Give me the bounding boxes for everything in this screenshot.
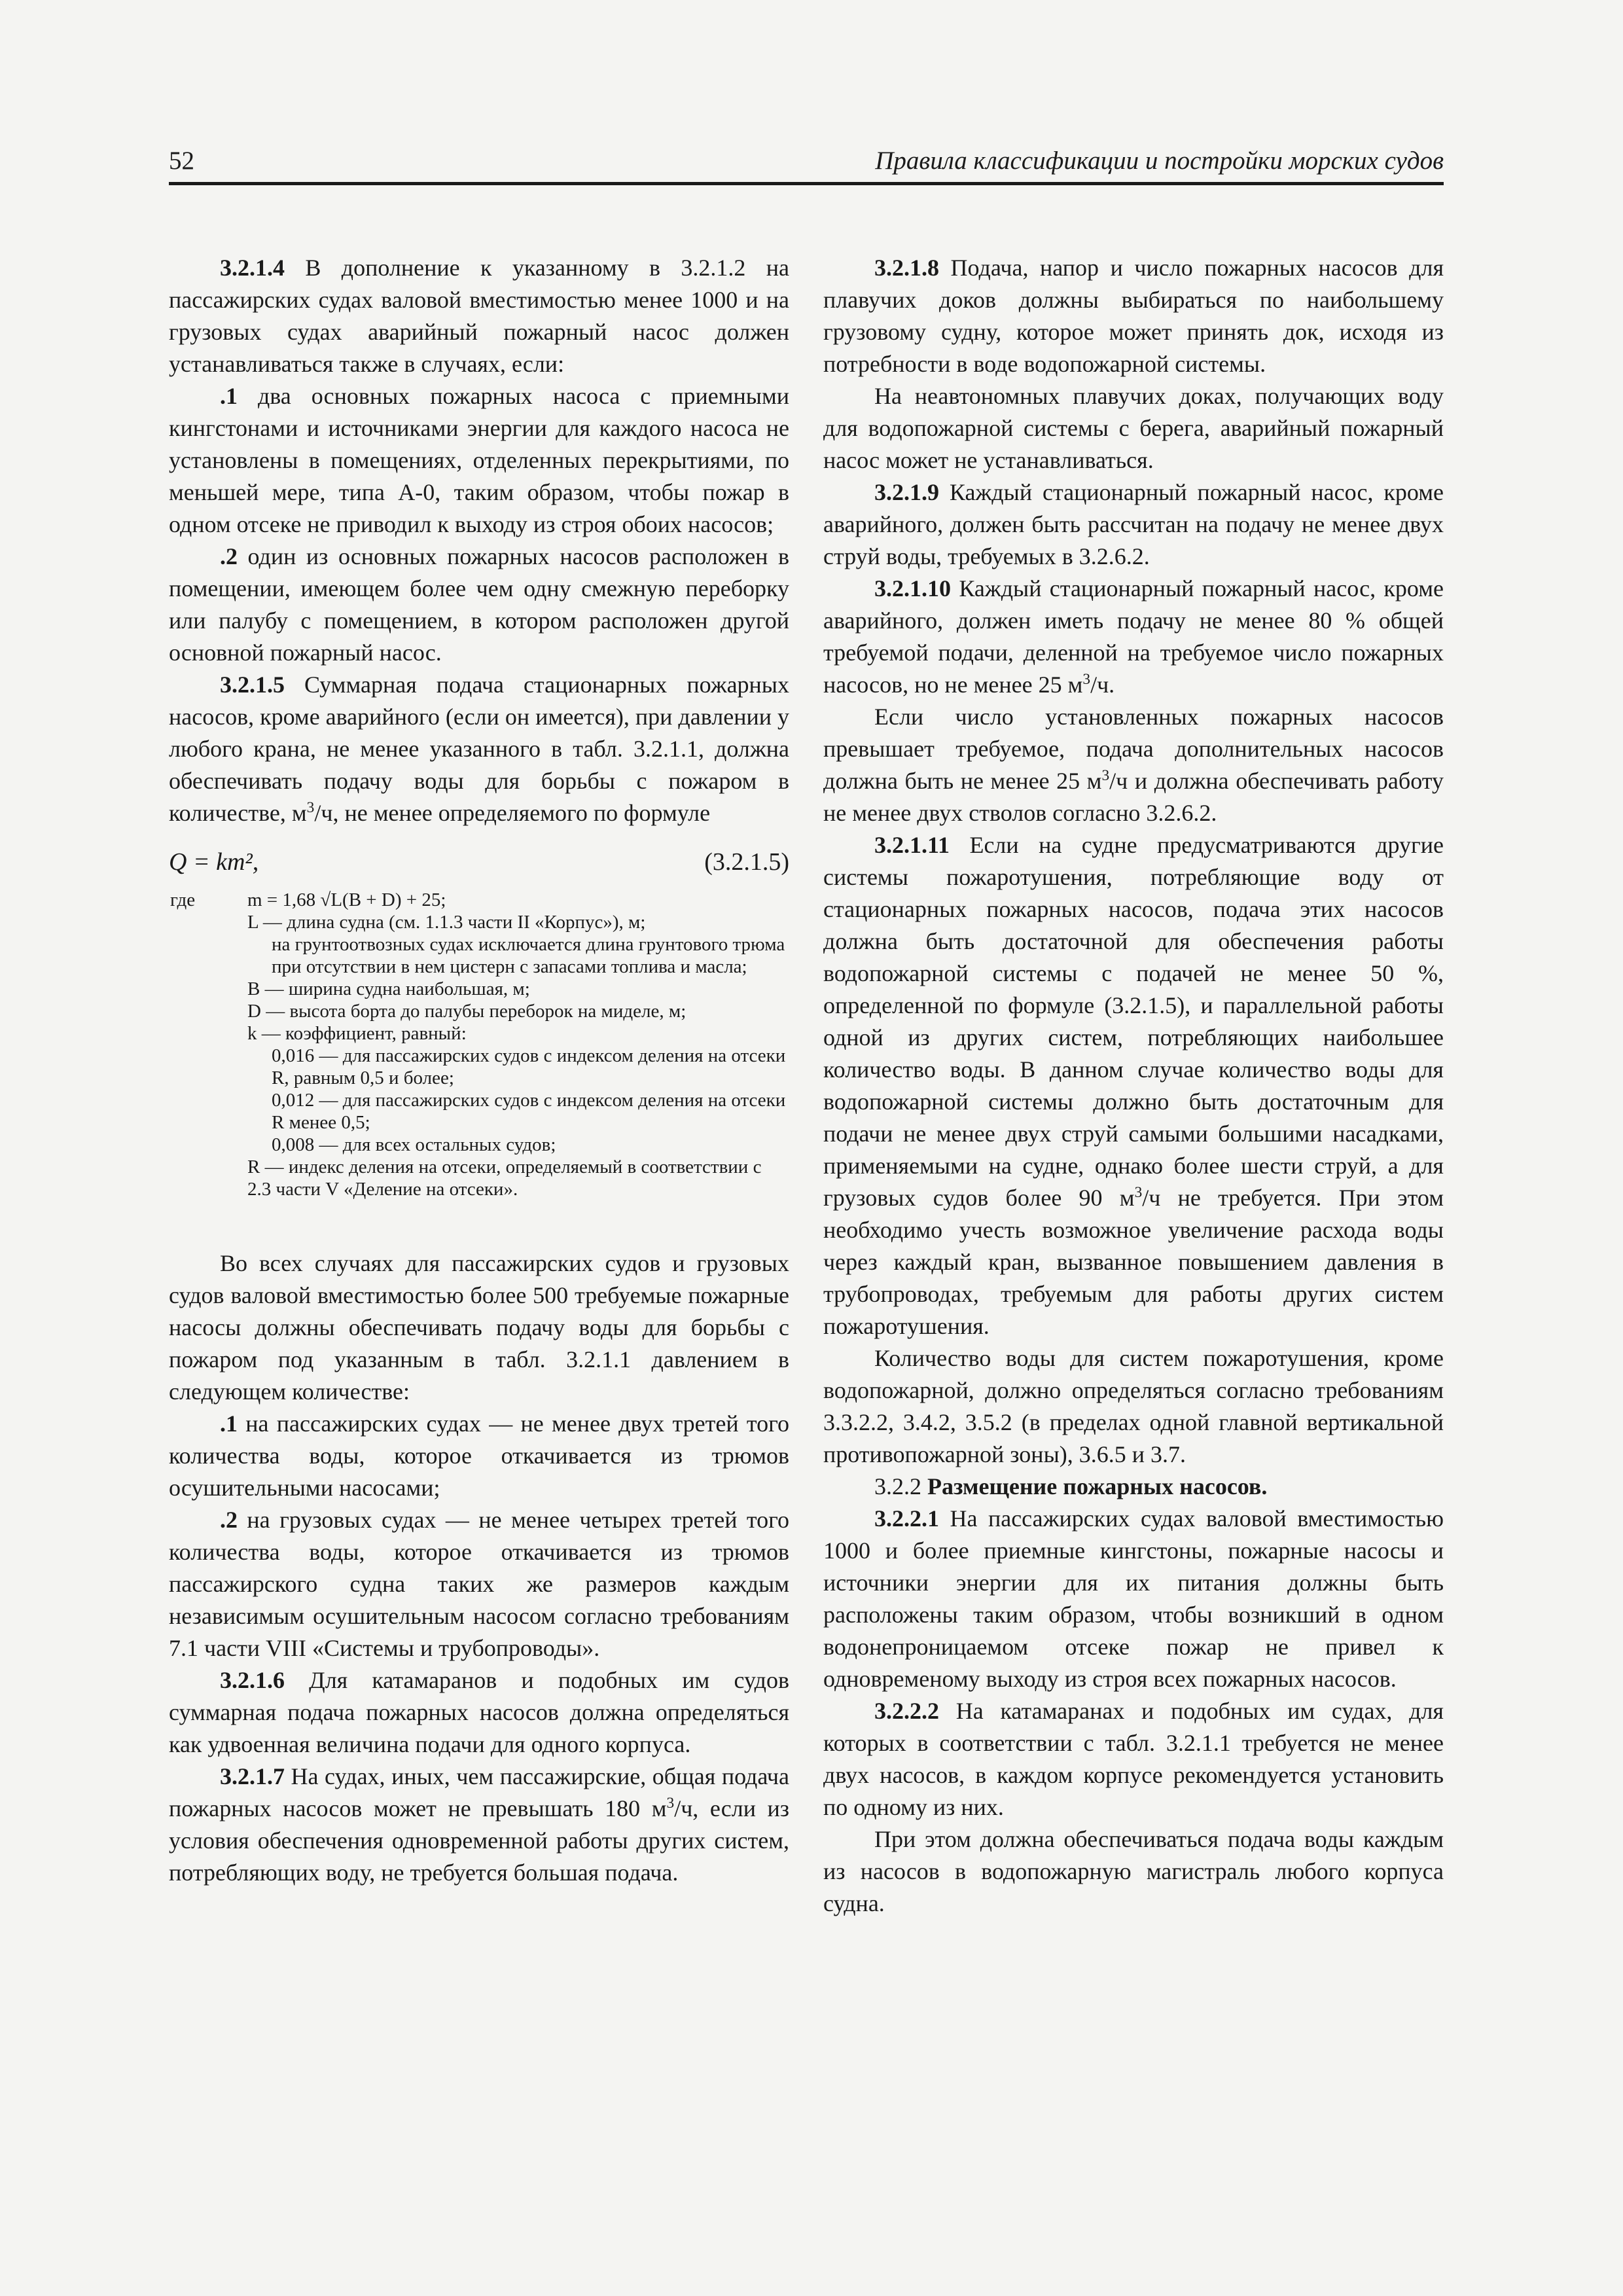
item-number: .1 (220, 1410, 238, 1437)
legend-m (169, 889, 789, 911)
legend-k-value-3: 0,008 — для всех остальных судов; (272, 1134, 556, 1155)
clause-number: 3.2.1.9 (874, 479, 939, 505)
list-item-2 (169, 541, 789, 669)
item-number: .2 (220, 1507, 238, 1533)
section-title: Размещение пожарных насосов. (921, 1473, 1268, 1499)
clause-number: 3.2.2.1 (874, 1505, 939, 1532)
legend-L-note: на грунтоотвозных судах исключается длина грунтового трюма при отсутствии в нем цистерн с запасами топлива и масла; (272, 934, 785, 977)
list-item-1 (169, 380, 789, 541)
superscript: 3 (1101, 767, 1110, 784)
item-number: .2 (220, 543, 238, 569)
legend-k-value-2: 0,012 — для пассажирских судов с индексом деления на отсеки R менее 0,5; (272, 1090, 786, 1133)
page-number: 52 (169, 147, 194, 175)
item-text: на пассажирских судах — не менее двух третей того количества воды, которое откачивается из трюмов осушительными насосами; (169, 1410, 789, 1501)
legend-k: k — коэффициент, равный: (247, 1023, 467, 1044)
clause-number: 3.2.1.6 (220, 1667, 285, 1693)
running-title: Правила классификации и постройки морских судов (875, 147, 1444, 175)
legend-B: B — ширина судна наибольшая, м; (247, 978, 530, 999)
clause-number: 3.2.1.7 (220, 1763, 285, 1789)
superscript: 3 (666, 1795, 675, 1812)
legend-R: R — индекс деления на отсеки, определяемый в соответствии с 2.3 части V «Деление на отсеки». (247, 1157, 762, 1200)
legend-L: L — длина судна (см. 1.1.3 части II «Корпус»), м; (247, 912, 646, 933)
item-text: два основных пожарных насоса с приемными кингстонами и источниками энергии для каждого насоса не установлены в помещениях, отделенных перекрытиями, по меньшей мере, типа А-0, таким образом, чтобы пожар в одном отсеке не приводил к выходу из строя обоих насосов; (169, 383, 789, 537)
clause-number: 3.2.1.11 (874, 832, 950, 858)
formula-3-2-1-5 (169, 838, 789, 888)
formula-legend (169, 889, 789, 1200)
paragraph-non-autonomous-docks: На неавтономных плавучих доках, получающих воду для водопожарной системы с берега, аварийный пожарный насос может не устанавливаться. (823, 383, 1444, 473)
paragraph-text: /ч не требуется. При этом необходимо учесть возможное увеличение расхода воды через каждый кран, вызванное повышением давления в трубопроводах, требуемым для работы других систем пожаротушения. (823, 1185, 1444, 1339)
formula-number: (3.2.1.5) (704, 848, 789, 876)
formula-expression: Q = km², (169, 848, 259, 876)
right-column (823, 252, 1444, 1920)
paragraph-text: Если на судне предусматриваются другие системы пожаротушения, потребляющие воду от стационарных пожарных насосов, подача этих насосов должна быть достаточной для обеспечения работы водопожарной системы с подачей не менее 50 %, определенной по формуле (3.2.1.5), и параллельной работы одной из других систем, потребляющих наибольшее количество воды. В данном случае количество воды для водопожарной системы должно быть достаточным для подачи не менее двух струй самыми большими насадками, применяемыми на судне, однако более шести струй, а для грузовых судов более 90 м (823, 832, 1444, 1211)
paragraph-extra-pumps (823, 701, 1444, 829)
paragraph-text: На катамаранах и подобных им судах, для которых в соответствии с табл. 3.2.1.1 требуется не менее двух насосов, в каждом корпусе рекомендуется установить по одному из них. (823, 1698, 1444, 1820)
paragraph-text: Если число установленных пожарных насосов превышает требуемое, подача дополнительных насосов должна быть не менее 25 м (823, 704, 1444, 794)
paragraph-text: /ч и должна обеспечивать работу не менее двух стволов согласно 3.2.6.2. (823, 768, 1444, 826)
paragraph-3-2-1-9 (823, 476, 1444, 573)
item-number: .1 (220, 383, 238, 409)
paragraph-3-2-1-8 (823, 252, 1444, 380)
section-number: 3.2.2 (874, 1473, 921, 1499)
clause-number: 3.2.1.4 (220, 255, 285, 281)
paragraph-water-supply-each-pump: При этом должна обеспечиваться подача воды каждым из насосов в водопожарную магистраль любого корпуса судна. (823, 1826, 1444, 1916)
paragraph-3-2-1-4 (169, 252, 789, 380)
superscript: 3 (306, 799, 315, 816)
paragraph-text: Для катамаранов и подобных им судов суммарная подача пожарных насосов должна определяться как удвоенная величина подачи для одного корпуса. (169, 1667, 789, 1757)
paragraph-text: На судах, иных, чем пассажирские, общая подача пожарных насосов может не превышать 180 м (169, 1763, 789, 1821)
paragraph-text: Суммарная подача стационарных пожарных насосов, кроме аварийного (если он имеется), при давлении у любого крана, не менее указанного в табл. 3.2.1.1, должна обеспечивать подачу воды для борьбы с пожаром в количестве, м (169, 672, 789, 826)
paragraph-text: /ч. (1090, 672, 1115, 698)
paragraph-3-2-2-2 (823, 1695, 1444, 1823)
paragraph-text: Каждый стационарный пожарный насос, кроме аварийного, должен иметь подачу не менее 80 % общей требуемой подачи, деленной на требуемое число пожарных насосов, но не менее 25 м (823, 575, 1444, 698)
paragraph-3-2-1-10 (823, 573, 1444, 701)
paragraph-3-2-1-5 (169, 669, 789, 829)
legend-k-value-1: 0,016 — для пассажирских судов с индексом деления на отсеки R, равным 0,5 и более; (272, 1045, 786, 1088)
clause-number: 3.2.2.2 (874, 1698, 939, 1724)
item-text: один из основных пожарных насосов расположен в помещении, имеющем более чем одну смежную переборку или палубу с помещением, в котором расположен другой основной пожарный насос. (169, 543, 789, 666)
paragraph-text: На пассажирских судах валовой вместимостью 1000 и более приемные кингстоны, пожарные насосы и источники энергии для их питания должны быть расположены таким образом, чтобы возникший в одном водонепроницаемом отсеке пожар не привел к одновременому выходу из строя всех пожарных насосов. (823, 1505, 1444, 1692)
list-item-2 (169, 1504, 789, 1664)
legend-text: m = 1,68 √L(B + D) + 25; (247, 889, 446, 910)
paragraph-text: /ч, не менее определяемого по формуле (314, 800, 711, 826)
page-header (169, 143, 1444, 185)
clause-number: 3.2.1.8 (874, 255, 939, 281)
left-column (169, 252, 789, 1889)
paragraph-other-systems-water: Количество воды для систем пожаротушения, кроме водопожарной, должно определяться согласно требованиям 3.3.2.2, 3.4.2, 3.5.2 (в пределах одной главной вертикальной противопожарной зоны), 3.6.5 и 3.7. (823, 1345, 1444, 1467)
spacer (169, 1200, 789, 1247)
superscript: 3 (1082, 671, 1091, 688)
clause-number: 3.2.1.10 (874, 575, 951, 601)
paragraph-text: В дополнение к указанному в 3.2.1.2 на пассажирских судах валовой вместимостью менее 1000 и на грузовых судах аварийный пожарный насос должен устанавливаться также в случаях, если: (169, 255, 789, 377)
item-text: на грузовых судах — не менее четырех третей того количества воды, которое откачивается из трюмов пассажирского судна таких же размеров каждым независимым осушительным насосом согласно требованиям 7.1 части VIII «Системы и трубопроводы». (169, 1507, 789, 1661)
superscript: 3 (1134, 1184, 1143, 1201)
legend-lead: где (170, 889, 196, 910)
list-item-1 (169, 1408, 789, 1504)
paragraph-3-2-1-6 (169, 1664, 789, 1761)
legend-D: D — высота борта до палубы переборок на миделе, м; (247, 1001, 687, 1022)
paragraph-text: /ч, если из условия обеспечения одновременной работы других систем, потребляющих воду, не требуется большая подача. (169, 1795, 789, 1886)
paragraph-all-cases: Во всех случаях для пассажирских судов и грузовых судов валовой вместимостью более 500 требуемые пожарные насосы должны обеспечивать подачу воды для борьбы с пожаром под указанным в табл. 3.2.1.1 давлением в следующем количестве: (169, 1250, 789, 1405)
paragraph-text: Каждый стационарный пожарный насос, кроме аварийного, должен быть рассчитан на подачу не менее двух струй воды, требуемых в 3.2.6.2. (823, 479, 1444, 569)
section-heading-3-2-2 (823, 1471, 1444, 1503)
paragraph-3-2-2-1 (823, 1503, 1444, 1695)
paragraph-text: Подача, напор и число пожарных насосов для плавучих доков должны выбираться по наибольшему грузовому судну, которое может принять док, исходя из потребности в воде водопожарной системы. (823, 255, 1444, 377)
paragraph-3-2-1-7 (169, 1761, 789, 1889)
paragraph-3-2-1-11 (823, 829, 1444, 1342)
clause-number: 3.2.1.5 (220, 672, 285, 698)
